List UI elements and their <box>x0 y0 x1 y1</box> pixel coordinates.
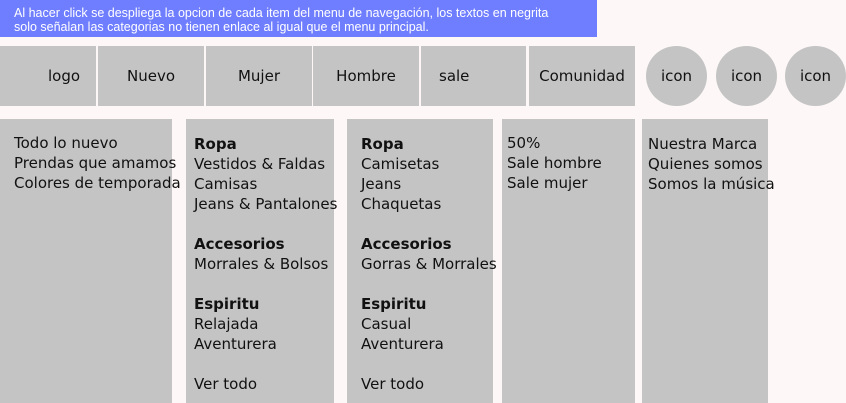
icon-button-1[interactable] <box>646 46 707 106</box>
menu-link[interactable]: Colores de temporada <box>14 174 181 192</box>
menu-link[interactable]: Vestidos & Faldas <box>194 155 326 173</box>
menu-link[interactable]: Gorras & Morrales <box>361 255 497 273</box>
menu-link[interactable]: 50% <box>507 134 541 152</box>
ver-todo-link[interactable]: Ver todo <box>194 375 258 393</box>
menu-link[interactable]: Jeans <box>361 175 402 193</box>
category-title: Espiritu <box>361 295 427 313</box>
category-title: Accesorios <box>361 235 452 253</box>
nav-item-nuevo-label: Nuevo <box>126 67 175 85</box>
menu-link[interactable]: Sale hombre <box>507 154 602 172</box>
nav-item-comunidad-label: Comunidad <box>539 67 625 85</box>
icon-2: icon <box>730 67 763 85</box>
annotation-note <box>0 0 597 37</box>
menu-link[interactable]: Todo lo nuevo <box>14 134 118 152</box>
nav-item-hombre[interactable] <box>313 46 419 106</box>
note-line-1: Al hacer click se despliega la opcion de cada item del menu de navegación, los textos en negrita <box>14 6 549 20</box>
ver-todo-link[interactable]: Ver todo <box>361 375 425 393</box>
menu-link[interactable]: Aventurera <box>361 335 444 353</box>
menu-link[interactable]: Chaquetas <box>361 195 442 213</box>
menu-link[interactable]: Jeans & Pantalones <box>194 195 338 213</box>
menu-link[interactable]: Relajada <box>194 315 259 333</box>
icon-3: icon <box>799 67 832 85</box>
nav-item-sale-label: sale <box>439 67 470 85</box>
dropdown-nuevo <box>0 119 181 403</box>
nav-item-sale[interactable] <box>421 46 526 106</box>
menu-link[interactable]: Somos la música <box>648 175 775 193</box>
dropdown-comunidad <box>642 119 775 403</box>
nav-item-mujer-label: Mujer <box>237 67 280 85</box>
note-line-2: solo señalan las categorias no tienen enlace al igual que el menu principal. <box>14 20 429 34</box>
category-title: Ropa <box>361 135 404 153</box>
nav-item-mujer[interactable] <box>206 46 312 106</box>
menu-link[interactable]: Quienes somos <box>648 155 763 173</box>
menu-link[interactable]: Casual <box>361 315 412 333</box>
nav-item-nuevo[interactable] <box>98 46 204 106</box>
menu-link[interactable]: Nuestra Marca <box>648 135 758 153</box>
icon-button-2[interactable] <box>716 46 777 106</box>
nav-logo[interactable] <box>0 46 96 106</box>
dropdown-mujer <box>186 119 338 403</box>
dropdown-sale <box>502 119 635 403</box>
dropdown-hombre <box>347 119 497 403</box>
nav-item-comunidad[interactable] <box>529 46 635 106</box>
icon-button-3[interactable] <box>785 46 846 106</box>
nav-item-hombre-label: Hombre <box>336 67 396 85</box>
menu-link[interactable]: Sale mujer <box>507 174 588 192</box>
menu-link[interactable]: Prendas que amamos <box>14 154 177 172</box>
category-title: Ropa <box>194 135 237 153</box>
category-title: Espiritu <box>194 295 260 313</box>
menu-link[interactable]: Aventurera <box>194 335 277 353</box>
menu-link[interactable]: Camisetas <box>361 155 440 173</box>
category-title: Accesorios <box>194 235 285 253</box>
menu-link[interactable]: Camisas <box>194 175 258 193</box>
logo-label: logo <box>48 67 81 85</box>
menu-link[interactable]: Morrales & Bolsos <box>194 255 329 273</box>
icon-1: icon <box>660 67 693 85</box>
